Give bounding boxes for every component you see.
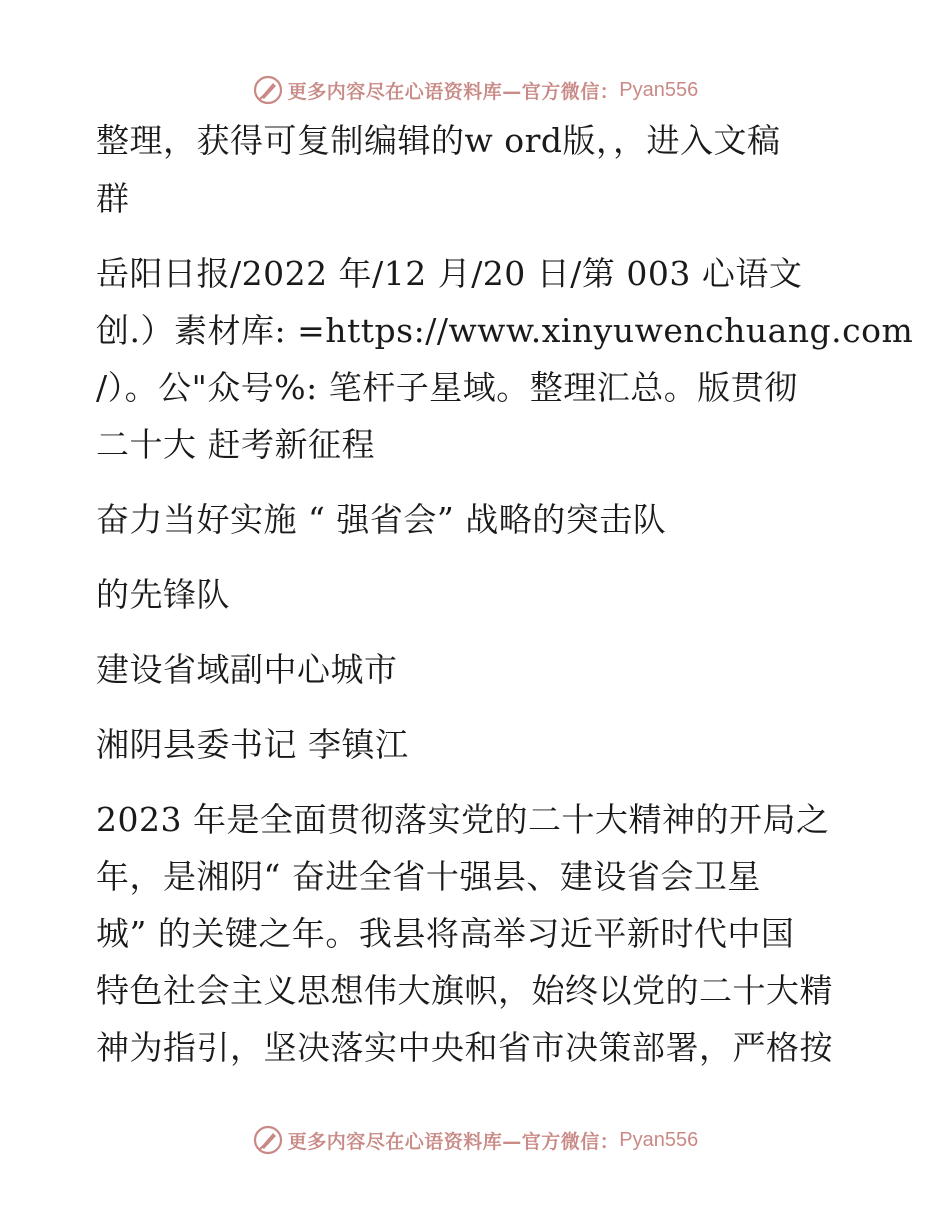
banner-handle: Pyan556	[619, 78, 699, 101]
text-line: 神为指引，坚决落实中央和省市决策部署，严格按	[96, 1028, 833, 1067]
banner-text: 更多内容尽在心语资料库—官方微信：	[287, 80, 620, 103]
footer-watermark-banner	[0, 1120, 950, 1160]
text-line: 群	[96, 179, 130, 218]
text-line: 岳阳日报/2022 年/12 月/20 日/第 003 心语文	[96, 254, 803, 293]
text-line: 奋力当好实施 “ 强省会” 战略的突击队	[96, 500, 667, 539]
banner-handle: Pyan556	[619, 1128, 699, 1151]
text-line: 创.）素材库: =https://www.xinyuwenchuang.com	[96, 311, 914, 350]
text-line: 湘阴县委书记 李镇江	[96, 725, 409, 764]
text-line: 二十大 赶考新征程	[96, 425, 375, 464]
article-body	[96, 121, 914, 1067]
text-line: 建设省域副中心城市	[96, 650, 398, 689]
quill-logo-icon	[252, 74, 284, 106]
text-line: 特色社会主义思想伟大旗帜，始终以党的二十大精	[96, 971, 833, 1010]
text-line: 整理，获得可复制编辑的w ord版，，进入文稿	[96, 121, 781, 160]
text-line: 2023 年是全面贯彻落实党的二十大精神的开局之	[96, 800, 830, 839]
text-line: 城” 的关键之年。我县将高举习近平新时代中国	[96, 914, 795, 953]
text-line: 年，是湘阴“ 奋进全省十强县、建设省会卫星	[96, 857, 761, 896]
quill-logo-icon	[252, 1124, 284, 1156]
header-watermark-banner	[0, 70, 950, 110]
text-line: 的先锋队	[96, 575, 230, 614]
banner-text: 更多内容尽在心语资料库—官方微信：	[287, 1130, 620, 1153]
text-line: /）。公"众号%: 笔杆子星域。整理汇总。版贯彻	[96, 368, 798, 407]
